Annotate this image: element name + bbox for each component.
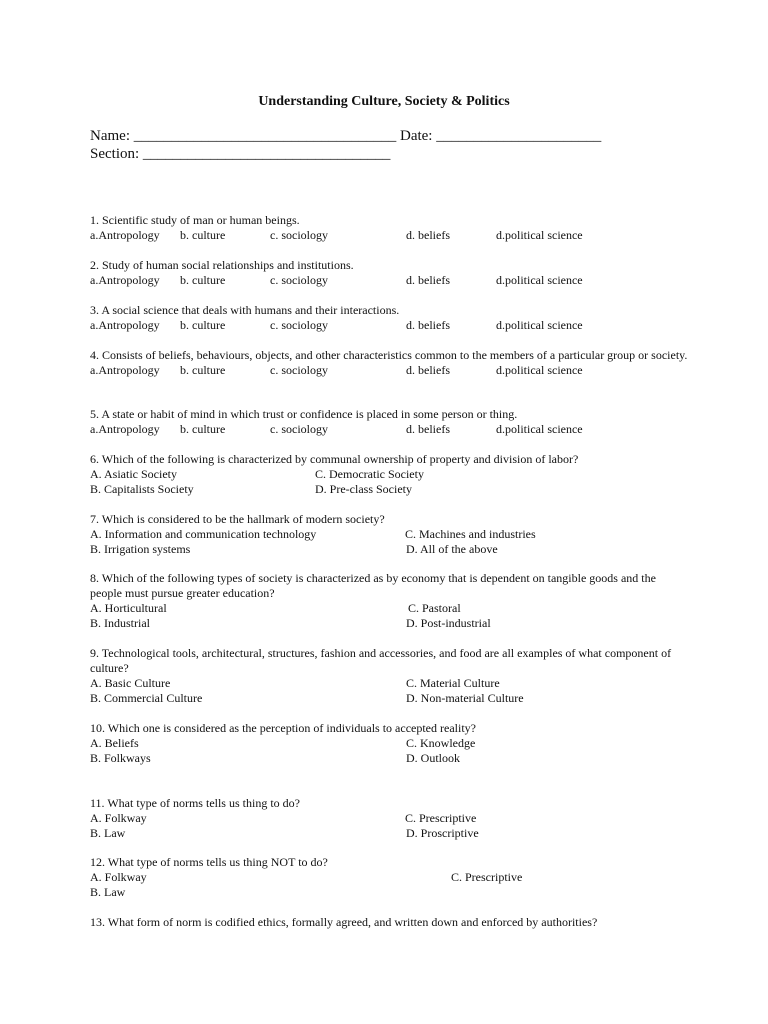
question-stem: 7. Which is considered to be the hallmark of modern society? — [90, 512, 385, 526]
answer-row — [90, 826, 690, 841]
option-e: d.political science — [496, 363, 583, 377]
answer-row — [90, 751, 690, 766]
question-stem: 11. What type of norms tells us thing to do? — [90, 796, 300, 810]
option-b: b. culture — [180, 318, 226, 332]
option-b: B. Law — [90, 885, 126, 899]
option-b: B. Capitalists Society — [90, 482, 194, 496]
section-line: Section: _________________________________ — [90, 146, 391, 162]
answer-options — [90, 228, 690, 243]
answer-row — [90, 601, 690, 616]
question-7 — [90, 512, 690, 557]
option-c: C. Pastoral — [408, 601, 461, 615]
question-8 — [90, 571, 690, 631]
option-b: b. culture — [180, 363, 226, 377]
answer-row — [90, 676, 690, 691]
question-12 — [90, 855, 690, 900]
option-a: A. Information and communication technology — [90, 527, 317, 541]
question-stem: 6. Which of the following is characterized by communal ownership of property and division of labor? — [90, 452, 579, 466]
worksheet-title: Understanding Culture, Society & Politics — [258, 94, 510, 109]
option-a: A. Folkway — [90, 811, 147, 825]
option-a: A. Basic Culture — [90, 676, 171, 690]
option-d: D. Post-industrial — [406, 616, 491, 630]
option-b: b. culture — [180, 422, 226, 436]
option-d: D. Outlook — [406, 751, 460, 765]
option-d: d. beliefs — [406, 228, 450, 242]
question-4 — [90, 348, 690, 378]
option-c: c. sociology — [270, 363, 328, 377]
answer-row — [90, 885, 690, 900]
option-d: d. beliefs — [406, 363, 450, 377]
option-b: b. culture — [180, 273, 226, 287]
name-date-line: Name: ___________________________________ Date: ______________________ — [90, 128, 602, 144]
question-13 — [90, 915, 690, 930]
question-stem: 3. A social science that deals with humans and their interactions. — [90, 303, 400, 317]
answer-row — [90, 691, 690, 706]
option-c: C. Democratic Society — [315, 467, 424, 481]
question-stem: 1. Scientific study of man or human beings. — [90, 213, 300, 227]
option-a: A. Asiatic Society — [90, 467, 177, 481]
option-a: A. Horticultural — [90, 601, 167, 615]
option-e: d.political science — [496, 273, 583, 287]
answer-options — [90, 318, 690, 333]
option-a: a.Antropology — [90, 422, 160, 436]
option-c: C. Prescriptive — [451, 870, 523, 884]
option-b: B. Industrial — [90, 616, 150, 630]
option-e: d.political science — [496, 422, 583, 436]
question-6 — [90, 452, 690, 497]
option-a: a.Antropology — [90, 363, 160, 377]
question-10 — [90, 721, 690, 766]
answer-options — [90, 422, 690, 437]
option-d: D. Non-material Culture — [406, 691, 524, 705]
option-d: d. beliefs — [406, 318, 450, 332]
question-1 — [90, 213, 690, 243]
question-stem: 4. Consists of beliefs, behaviours, objects, and other characteristics common to the members of a particular group or society. — [90, 348, 688, 362]
option-e: d.political science — [496, 228, 583, 242]
option-c: c. sociology — [270, 228, 328, 242]
answer-row — [90, 542, 690, 557]
option-c: c. sociology — [270, 422, 328, 436]
option-d: d. beliefs — [406, 422, 450, 436]
question-5 — [90, 407, 690, 437]
option-d: d. beliefs — [406, 273, 450, 287]
question-2 — [90, 258, 690, 288]
answer-options — [90, 273, 690, 288]
option-d: D. Proscriptive — [406, 826, 479, 840]
option-b: b. culture — [180, 228, 226, 242]
option-c: c. sociology — [270, 318, 328, 332]
answer-row — [90, 616, 690, 631]
answer-row — [90, 467, 690, 482]
question-stem: 9. Technological tools, architectural, structures, fashion and accessories, and food are all examples of what component of culture? — [90, 646, 672, 675]
option-c: C. Machines and industries — [405, 527, 536, 541]
answer-row — [90, 736, 690, 751]
question-stem: 8. Which of the following types of society is characterized as by economy that is dependent on tangible goods and the people must pursue greater education? — [90, 571, 656, 600]
question-9 — [90, 646, 690, 706]
question-stem: 10. Which one is considered as the perception of individuals to accepted reality? — [90, 721, 476, 735]
answer-options — [90, 363, 690, 378]
answer-row — [90, 870, 690, 885]
question-3 — [90, 303, 690, 333]
option-d: D. All of the above — [406, 542, 498, 556]
option-e: d.political science — [496, 318, 583, 332]
option-c: C. Material Culture — [406, 676, 500, 690]
question-stem: 12. What type of norms tells us thing NOT to do? — [90, 855, 328, 869]
option-b: B. Folkways — [90, 751, 151, 765]
answer-row — [90, 482, 690, 497]
answer-row — [90, 811, 690, 826]
question-stem: 13. What form of norm is codified ethics, formally agreed, and written down and enforced by authorities? — [90, 915, 598, 929]
option-b: B. Commercial Culture — [90, 691, 203, 705]
option-b: B. Irrigation systems — [90, 542, 191, 556]
question-stem: 2. Study of human social relationships and institutions. — [90, 258, 354, 272]
option-b: B. Law — [90, 826, 126, 840]
option-c: C. Knowledge — [406, 736, 476, 750]
answer-row — [90, 527, 690, 542]
option-a: a.Antropology — [90, 228, 160, 242]
option-a: a.Antropology — [90, 318, 160, 332]
option-c: C. Prescriptive — [405, 811, 477, 825]
option-c: c. sociology — [270, 273, 328, 287]
question-stem: 5. A state or habit of mind in which trust or confidence is placed in some person or thing. — [90, 407, 518, 421]
option-d: D. Pre-class Society — [315, 482, 412, 496]
question-11 — [90, 796, 690, 841]
option-a: a.Antropology — [90, 273, 160, 287]
option-a: A. Beliefs — [90, 736, 139, 750]
option-a: A. Folkway — [90, 870, 147, 884]
